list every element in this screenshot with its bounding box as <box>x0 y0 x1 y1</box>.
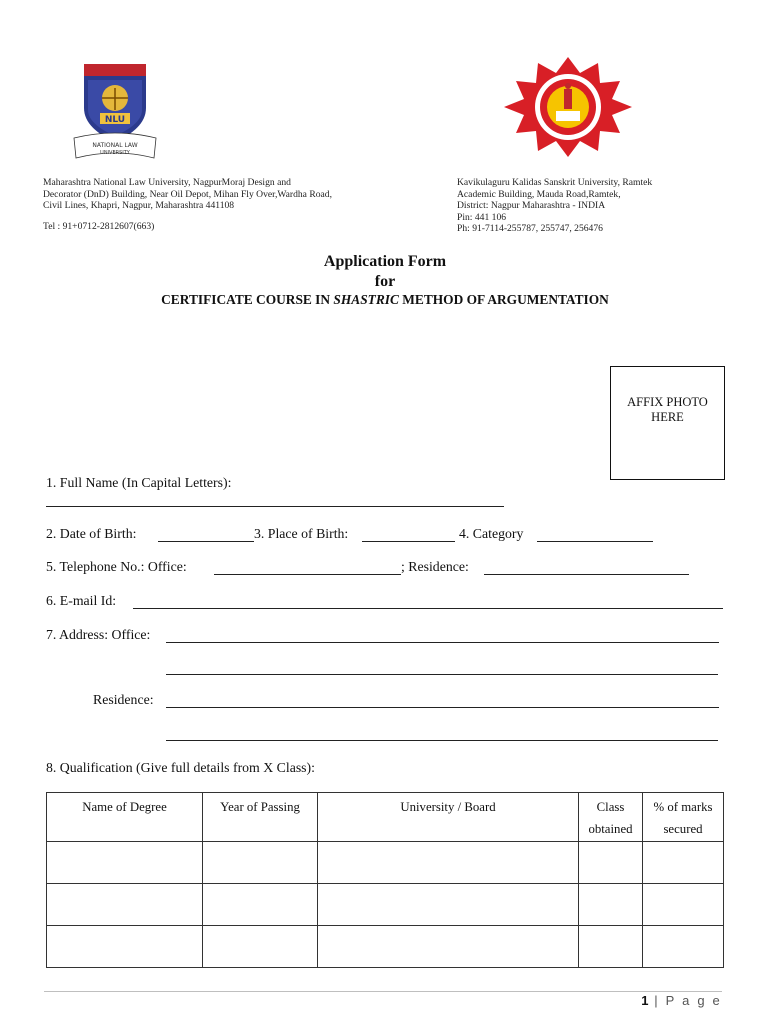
footer-divider <box>44 991 722 992</box>
course-title <box>0 292 770 308</box>
kksu-address-line5: Ph: 91-7114-255787, 255747, 256476 <box>457 223 603 235</box>
affix-photo-label-1: AFFIX PHOTO <box>627 395 708 409</box>
address-residence-field-1[interactable] <box>166 707 719 708</box>
svg-text:UNIVERSITY: UNIVERSITY <box>100 150 130 156</box>
nlu-address-line2: Decorator (DnD) Building, Near Oil Depot, Mihan Fly Over,Wardha Road, <box>43 188 332 200</box>
address-residence-field-2[interactable] <box>166 740 718 741</box>
kksu-address-line1: Kavikulaguru Kalidas Sanskrit University, Ramtek <box>457 177 653 188</box>
address-office-field-2[interactable] <box>166 674 718 675</box>
telephone-residence-field[interactable] <box>484 574 689 575</box>
table-cell[interactable] <box>203 842 318 884</box>
table-cell[interactable] <box>47 926 203 968</box>
nlu-address <box>43 177 373 212</box>
full-name-field[interactable] <box>46 506 504 507</box>
table-cell[interactable] <box>643 842 724 884</box>
email-field[interactable] <box>133 608 723 609</box>
kksu-logo <box>498 55 638 159</box>
email-label: 6. E-mail Id: <box>46 593 117 608</box>
full-name-label: 1. Full Name (In Capital Letters): <box>46 475 232 490</box>
table-cell[interactable] <box>47 842 203 884</box>
form-title-for: for <box>374 273 396 290</box>
col-name-of-degree: Name of Degree <box>47 793 203 842</box>
nlu-address-line3: Civil Lines, Khapri, Nagpur, Maharashtra 441108 <box>43 200 235 212</box>
table-cell[interactable] <box>579 842 643 884</box>
col-university-board: University / Board <box>318 793 579 842</box>
kksu-address <box>457 177 707 235</box>
col-percent-marks: % of marks secured <box>643 793 724 842</box>
nlu-telephone: Tel : 91+0712-2812607(663) <box>43 221 155 232</box>
svg-text:NATIONAL LAW: NATIONAL LAW <box>92 142 138 149</box>
qualification-label: 8. Qualification (Give full details from X Class): <box>46 760 315 775</box>
nlu-logo-text: NLU <box>104 115 126 125</box>
table-cell[interactable] <box>47 884 203 926</box>
telephone-residence-label: ; Residence: <box>401 559 469 574</box>
kksu-address-line3: District: Nagpur Maharashtra - INDIA <box>457 200 606 212</box>
page-number-value: 1 <box>641 993 649 1008</box>
table-cell[interactable] <box>318 884 579 926</box>
telephone-office-field[interactable] <box>214 574 401 575</box>
category-field[interactable] <box>537 541 653 542</box>
table-cell[interactable] <box>643 884 724 926</box>
category-label: 4. Category <box>459 526 524 541</box>
address-office-field-1[interactable] <box>166 642 719 643</box>
dob-label: 2. Date of Birth: <box>46 526 137 541</box>
table-row <box>47 926 724 968</box>
affix-photo-box[interactable] <box>610 366 725 480</box>
form-title: Application Form <box>323 253 447 270</box>
course-title-post: METHOD OF ARGUMENTATION <box>398 292 609 307</box>
table-cell[interactable] <box>318 926 579 968</box>
qualification-table <box>46 792 724 968</box>
table-cell[interactable] <box>579 926 643 968</box>
table-cell[interactable] <box>203 926 318 968</box>
course-title-pre: CERTIFICATE COURSE IN <box>161 292 334 307</box>
place-of-birth-field[interactable] <box>362 541 455 542</box>
dob-field[interactable] <box>158 541 254 542</box>
table-cell[interactable] <box>579 884 643 926</box>
affix-photo-label-2: HERE <box>651 410 684 424</box>
place-of-birth-label: 3. Place of Birth: <box>254 526 349 541</box>
address-office-label: 7. Address: Office: <box>46 627 151 642</box>
course-title-emphasis: SHASTRIC <box>333 292 399 307</box>
address-residence-label: Residence: <box>93 692 154 707</box>
col-class-obtained: Class obtained <box>579 793 643 842</box>
nlu-logo <box>66 58 166 162</box>
table-cell[interactable] <box>643 926 724 968</box>
page-label: | P a g e <box>654 993 722 1008</box>
table-cell[interactable] <box>318 842 579 884</box>
kksu-address-line4: Pin: 441 106 <box>457 211 507 223</box>
telephone-office-label: 5. Telephone No.: Office: <box>46 559 187 574</box>
page-number <box>641 993 722 1008</box>
table-row <box>47 842 724 884</box>
qualification-header-row <box>47 793 724 842</box>
col-year-of-passing: Year of Passing <box>203 793 318 842</box>
table-cell[interactable] <box>203 884 318 926</box>
kksu-address-line2: Academic Building, Mauda Road,Ramtek, <box>457 188 621 200</box>
table-row <box>47 884 724 926</box>
nlu-address-line1: Maharashtra National Law University, NagpurMoraj Design and <box>43 177 291 188</box>
